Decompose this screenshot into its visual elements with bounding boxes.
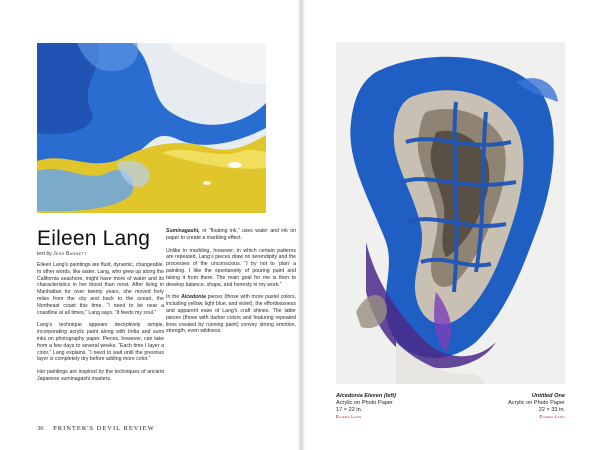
untitled-one-painting [336, 42, 565, 384]
caption-credit: Eileen Lang [336, 415, 362, 420]
caption-size: 17 × 22 in. [336, 407, 363, 413]
body-text: or “floating ink,” uses water and ink on paper to create a marbling effect. [166, 228, 296, 241]
body-paragraph: Unlike in marbling, however, in which certain patterns are repeated, Lang’s pieces draw on serendipity and the processes of the unconscious. “I try not to ‘plan’ a painting. I like the spontaneity of pouring paint and taking it from there. The main goal for me is then to develop balance, shape, and honesty in my work.” [166, 247, 296, 288]
body-column-right [166, 228, 296, 341]
page-gutter [297, 0, 305, 450]
body-paragraph: Lang’s technique appears deceptively simple, incorporating acrylic paint along with India and sumi inks on photography paper. Pieces, however, can take from a few days to several weeks. “Each time I layer a color,” Lang explains, “I need to wait until the previous layer is completely dry before adding more color.” [37, 322, 164, 363]
term-alcedonia: Alcedonia [181, 294, 206, 301]
caption-medium: Acrylic on Photo Paper [508, 400, 565, 406]
byline-prefix: text by [37, 251, 52, 257]
page-number: 36 [37, 425, 44, 432]
caption-credit: Eileen Lang [539, 415, 565, 420]
alcedonia-eleven-painting [37, 43, 266, 213]
body-column-left [37, 262, 164, 389]
body-text: pieces (those with more pastel colors, including yellow, light blue, and violet), the effortlessness and apparent ease of Lang’s craft shines. The latter pieces (those with darker colors and featuring repeated lines created by running paint) convey strong emotion, strength, even wildness. [166, 294, 296, 335]
caption-medium: Acrylic on Photo Paper [336, 400, 393, 406]
article-byline [37, 251, 87, 257]
body-paragraph [166, 228, 296, 242]
caption-title: Alcedonia Eleven (left) [336, 393, 396, 399]
publication-name: PRINTER'S DEVIL REVIEW [53, 425, 155, 432]
caption-right [508, 393, 565, 421]
caption-title: Untitled One [531, 393, 565, 399]
caption-left [336, 393, 396, 421]
article-title: Eileen Lang [37, 227, 151, 250]
body-paragraph [166, 294, 296, 335]
byline-author: Jess Barnett [53, 251, 87, 257]
body-text: In the [166, 294, 182, 301]
term-suminagashi: Suminagashi, [166, 228, 200, 234]
body-paragraph: Her paintings are inspired by the techniques of ancient Japanese suminagashi masters. [37, 369, 164, 382]
caption-size: 22 × 33 in. [538, 407, 565, 413]
body-paragraph: Eileen Lang’s paintings are fluid, dynamic, changeable. In other words, like water. Lang, who grew up along the California seashore, might have more of water and its characteristics in her blood than most. After living in Manhattan for over twenty years, she moved forty miles from the city and back to the ocean, the Northeast coast this time. “I need to be near a coastline at all times,” Lang says. “It feeds my soul.” [37, 262, 164, 316]
page-footer [37, 425, 155, 432]
